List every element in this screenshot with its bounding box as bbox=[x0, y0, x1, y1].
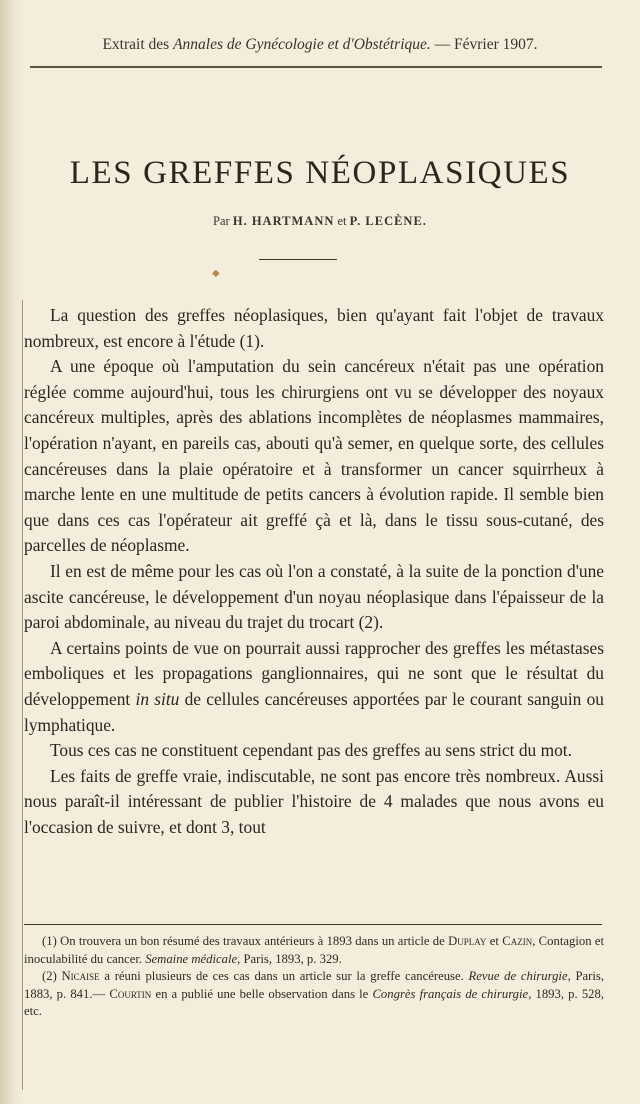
author-cazin: Cazin bbox=[502, 934, 533, 948]
binding-edge-line bbox=[22, 300, 23, 1090]
header-journal: Annales de Gynécologie et d'Obstétrique. bbox=[173, 36, 431, 53]
running-header bbox=[0, 36, 640, 54]
paragraph-4-part-b: de cellules cancéreuses apportées par le courant sanguin ou lymphatique. bbox=[24, 688, 604, 735]
paragraph-6: Les faits de greffe vraie, indiscutable, ne sont pas encore très nombreux. Aussi nous paraît-il intéressant de publier l'histoire de 4 malades que nous avons eu l'occasion de suivre, et dont 3, tout bbox=[24, 765, 604, 837]
paragraph-4-part-a: A certains points de vue on pourrait aussi rapprocher des greffes les métastases emboliques et les propagations ganglionnaires, qui ne sont que le résultat du développement bbox=[24, 637, 604, 709]
byline-et: et bbox=[337, 214, 347, 228]
byline-par: Par bbox=[213, 214, 230, 228]
footnote-2 bbox=[24, 968, 604, 1021]
footnote-1 bbox=[24, 933, 604, 968]
byline bbox=[0, 214, 640, 229]
footnote-1-title: , Contagion et inoculabilité du cancer. bbox=[24, 934, 605, 966]
paragraph-1: La question des greffes néoplasiques, bien qu'ayant fait l'objet de travaux nombreux, est encore à l'étude (1). bbox=[24, 305, 604, 351]
author-courtin: Courtin bbox=[109, 986, 152, 1001]
author-lecene: P. LECÈNE. bbox=[349, 214, 427, 228]
footnote-1-text: (1) On trouvera un bon résumé des travaux antérieurs à 1893 dans un article de bbox=[42, 934, 445, 948]
footnote-2-ref: , Paris, 1883, p. 841.— bbox=[24, 969, 605, 1001]
author-nicaise: Nicaise bbox=[61, 969, 100, 983]
footnotes bbox=[24, 933, 604, 1021]
footnote-2-text-b: en a publié une belle observation dans le bbox=[155, 986, 369, 1001]
header-date: — Février 1907. bbox=[434, 36, 538, 53]
footnote-2-text: a réuni plusieurs de ces cas dans un article sur la greffe cancéreuse. bbox=[104, 969, 464, 983]
header-rule bbox=[30, 66, 602, 68]
author-hartmann: H. HARTMANN bbox=[232, 214, 335, 228]
footnote-1-et: et bbox=[489, 934, 499, 948]
journal-revue-chirurgie: Revue de chirurgie bbox=[468, 969, 568, 983]
journal-congres-chirurgie: Congrès français de chirurgie bbox=[372, 986, 529, 1001]
footnote-2-ref-b: , 1893, p. 528, etc. bbox=[24, 986, 605, 1018]
paragraph-4 bbox=[24, 636, 604, 738]
footnote-1-ref: , Paris, 1893, p. 329. bbox=[237, 951, 342, 966]
paragraph-2: A une époque où l'amputation du sein cancéreux n'était pas une opération réglée comme aujourd'hui, tous les chirurgiens ont vu se développer des noyaux cancéreux multiples, après des ablations incomplètes de néoplasmes mammaires, l'opération n'ayant, en pareils cas, abouti qu'à semer, en quelque sorte, des cellules cancéreuses dans la plaie opératoire et à transformer un cancer squirrheux à marche lente en une multitude de petits cancers à évolution rapide. Il semble bien que dans ces cas l'opérateur ait greffé çà et là, dans le tissu sous-cutané, des parcelles de néoplasme. bbox=[24, 356, 604, 556]
paragraph-5: Tous ces cas ne constituent cependant pas des greffes au sens strict du mot. bbox=[50, 740, 572, 761]
author-duplay: Duplay bbox=[448, 934, 487, 948]
footnote-rule bbox=[24, 924, 602, 925]
title-separator-rule bbox=[259, 259, 337, 260]
journal-semaine-medicale: Semaine médicale bbox=[145, 951, 238, 966]
paper-speck: ◆ bbox=[212, 268, 220, 279]
in-situ-italic: in situ bbox=[135, 688, 180, 709]
footnote-2-number: (2) bbox=[42, 969, 57, 983]
paragraph-3: Il en est de même pour les cas où l'on a constaté, à la suite de la ponction d'une ascite cancéreuse, le développement d'un noyau néoplasique dans l'épaisseur de la paroi abdominale, au niveau du trajet du trocart (2). bbox=[24, 560, 604, 633]
article-title: LES GREFFES NÉOPLASIQUES bbox=[69, 155, 571, 191]
header-prefix: Extrait des bbox=[102, 36, 170, 53]
article-body bbox=[24, 303, 604, 840]
